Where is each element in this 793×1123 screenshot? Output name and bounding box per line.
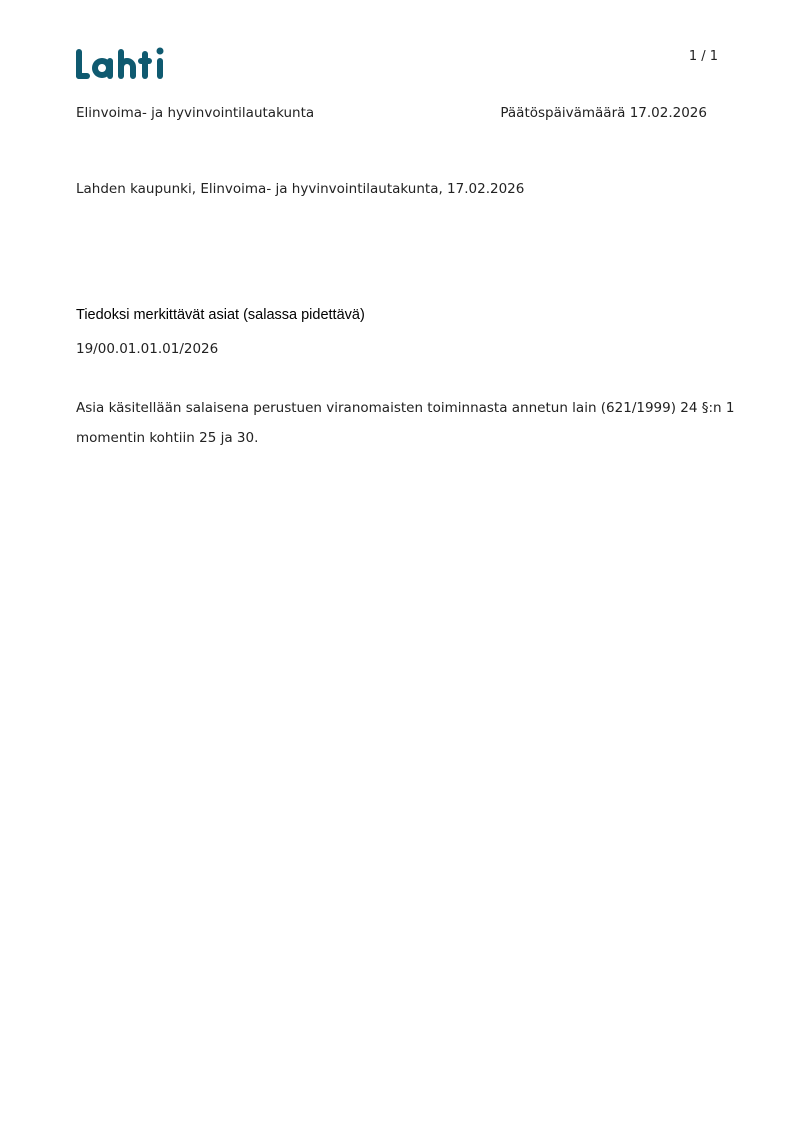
body-line: momentin kohtiin 25 ja 30. (76, 430, 259, 446)
body-line: Asia käsitellään salaisena perustuen viranomaisten toiminnasta annetun lain (621/1999) 24 §:n 1 (76, 400, 735, 416)
body-paragraph (76, 393, 736, 453)
lahti-logo-icon (76, 45, 168, 85)
organization-line: Lahden kaupunki, Elinvoima- ja hyvinvointilautakunta, 17.02.2026 (76, 181, 525, 197)
decision-date: Päätöspäivämäärä 17.02.2026 (500, 105, 707, 121)
record-id: 19/00.01.01.01/2026 (76, 341, 219, 357)
lahti-logo (76, 45, 168, 85)
item-title: Tiedoksi merkittävät asiat (salassa pidettävä) (76, 307, 365, 323)
board-name: Elinvoima- ja hyvinvointilautakunta (76, 105, 315, 121)
page-number: 1 / 1 (688, 49, 718, 64)
document-header (76, 105, 707, 121)
